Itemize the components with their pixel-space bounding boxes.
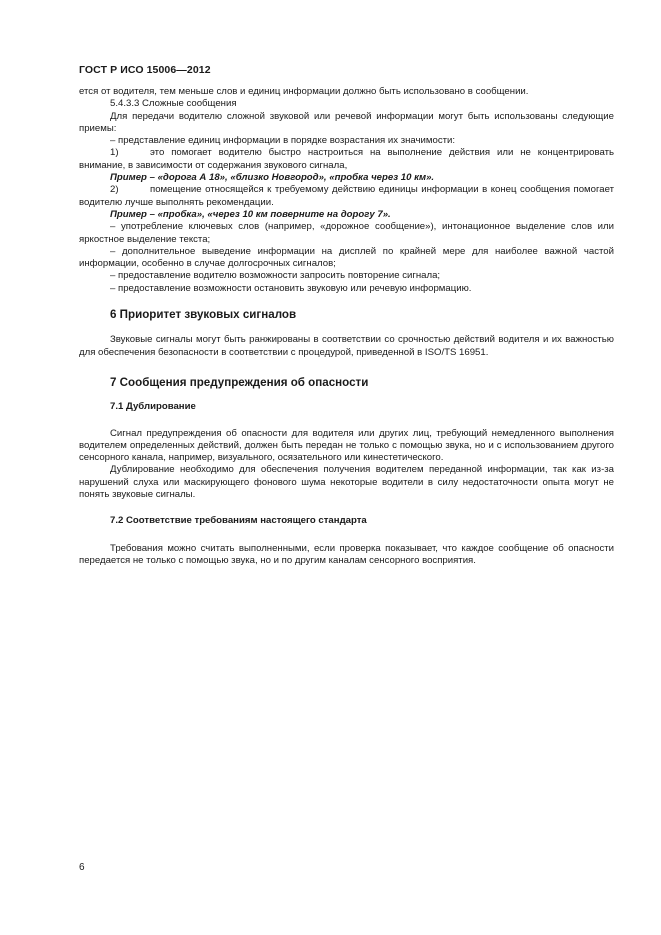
list-item — [79, 184, 614, 209]
paragraph: ется от водителя, тем меньше слов и единиц информации должно быть использовано в сообщении. — [79, 86, 529, 97]
example-text: Пример – «дорога А 18», «близко Новгород», «пробка через 10 км». — [110, 172, 435, 184]
section-heading: 6 Приоритет звуковых сигналов — [110, 308, 297, 322]
list-item: – предоставление водителю возможности запросить повторение сигнала; — [110, 270, 441, 282]
document-body — [79, 86, 614, 567]
example-text: Пример – «пробка», «через 10 км поверните на дорогу 7». — [110, 208, 391, 220]
list-text: это помогает водителю быстро настроиться на выполнение действия или не концентрировать внимание, в зависимости от содержания звукового сигнала, — [79, 147, 614, 171]
list-item: – представление единиц информации в порядке возрастания их значимости: — [110, 135, 456, 147]
section-heading: 7 Сообщения предупреждения об опасности — [110, 375, 369, 389]
paragraph: Сигнал предупреждения об опасности для водителя или других лиц, требующий немедленного выполнения водителем определенных действий, должен быть передан не только с помощью звука, но и с использованием другого сенсорного канала, например, визуального, осязательного или кинестетического. — [79, 427, 614, 464]
list-item: – предоставление возможности остановить звуковую или речевую информацию. — [110, 282, 472, 294]
subsection-heading: 5.4.3.3 Сложные сообщения — [110, 98, 237, 110]
list-item: – употребление ключевых слов (например, «дорожное сообщение»), интонационное выделение слов или яркостное выделение текста; — [79, 221, 614, 245]
paragraph: Звуковые сигналы могут быть ранжированы в соответствии со срочностью действий водителя и их важностью для обеспечения безопасности в соответствии с процедурой, приведенной в ISO/TS 16951. — [79, 334, 614, 358]
example — [79, 209, 614, 221]
paragraph: Для передачи водителю сложной звуковой или речевой информации могут быть использованы следующие приемы: — [79, 110, 614, 134]
paragraph: Дублирование необходимо для обеспечения получения водителем переданной информации, так как из-за нарушений слуха или маскирующего фонового шума некоторые водители в силу недостаточности опыта могут не понять звуковые сигналы. — [79, 464, 614, 501]
document-header: ГОСТ Р ИСО 15006—2012 — [79, 64, 211, 76]
paragraph: Требования можно считать выполненными, если проверка показывает, что каждое сообщение об опасности передается не только с помощью звука, но и по другим каналам сенсорного восприятия. — [79, 542, 614, 566]
list-item: – дополнительное выведение информации на дисплей по крайней мере для наиболее важной частой информации, особенно в случае долгосрочных сигналов; — [79, 245, 614, 270]
list-text: помещение относящейся к требуемому действию единицы информации в конец сообщения помогает водителю лучше выполнять рекомендации. — [79, 184, 614, 208]
list-number: 2) — [110, 184, 119, 196]
subsection-heading: 7.1 Дублирование — [110, 401, 196, 413]
example — [79, 172, 614, 184]
list-item — [79, 147, 614, 172]
list-number: 1) — [110, 147, 119, 159]
subsection-heading: 7.2 Соответствие требованиям настоящего стандарта — [110, 515, 367, 527]
page-number: 6 — [79, 862, 85, 873]
